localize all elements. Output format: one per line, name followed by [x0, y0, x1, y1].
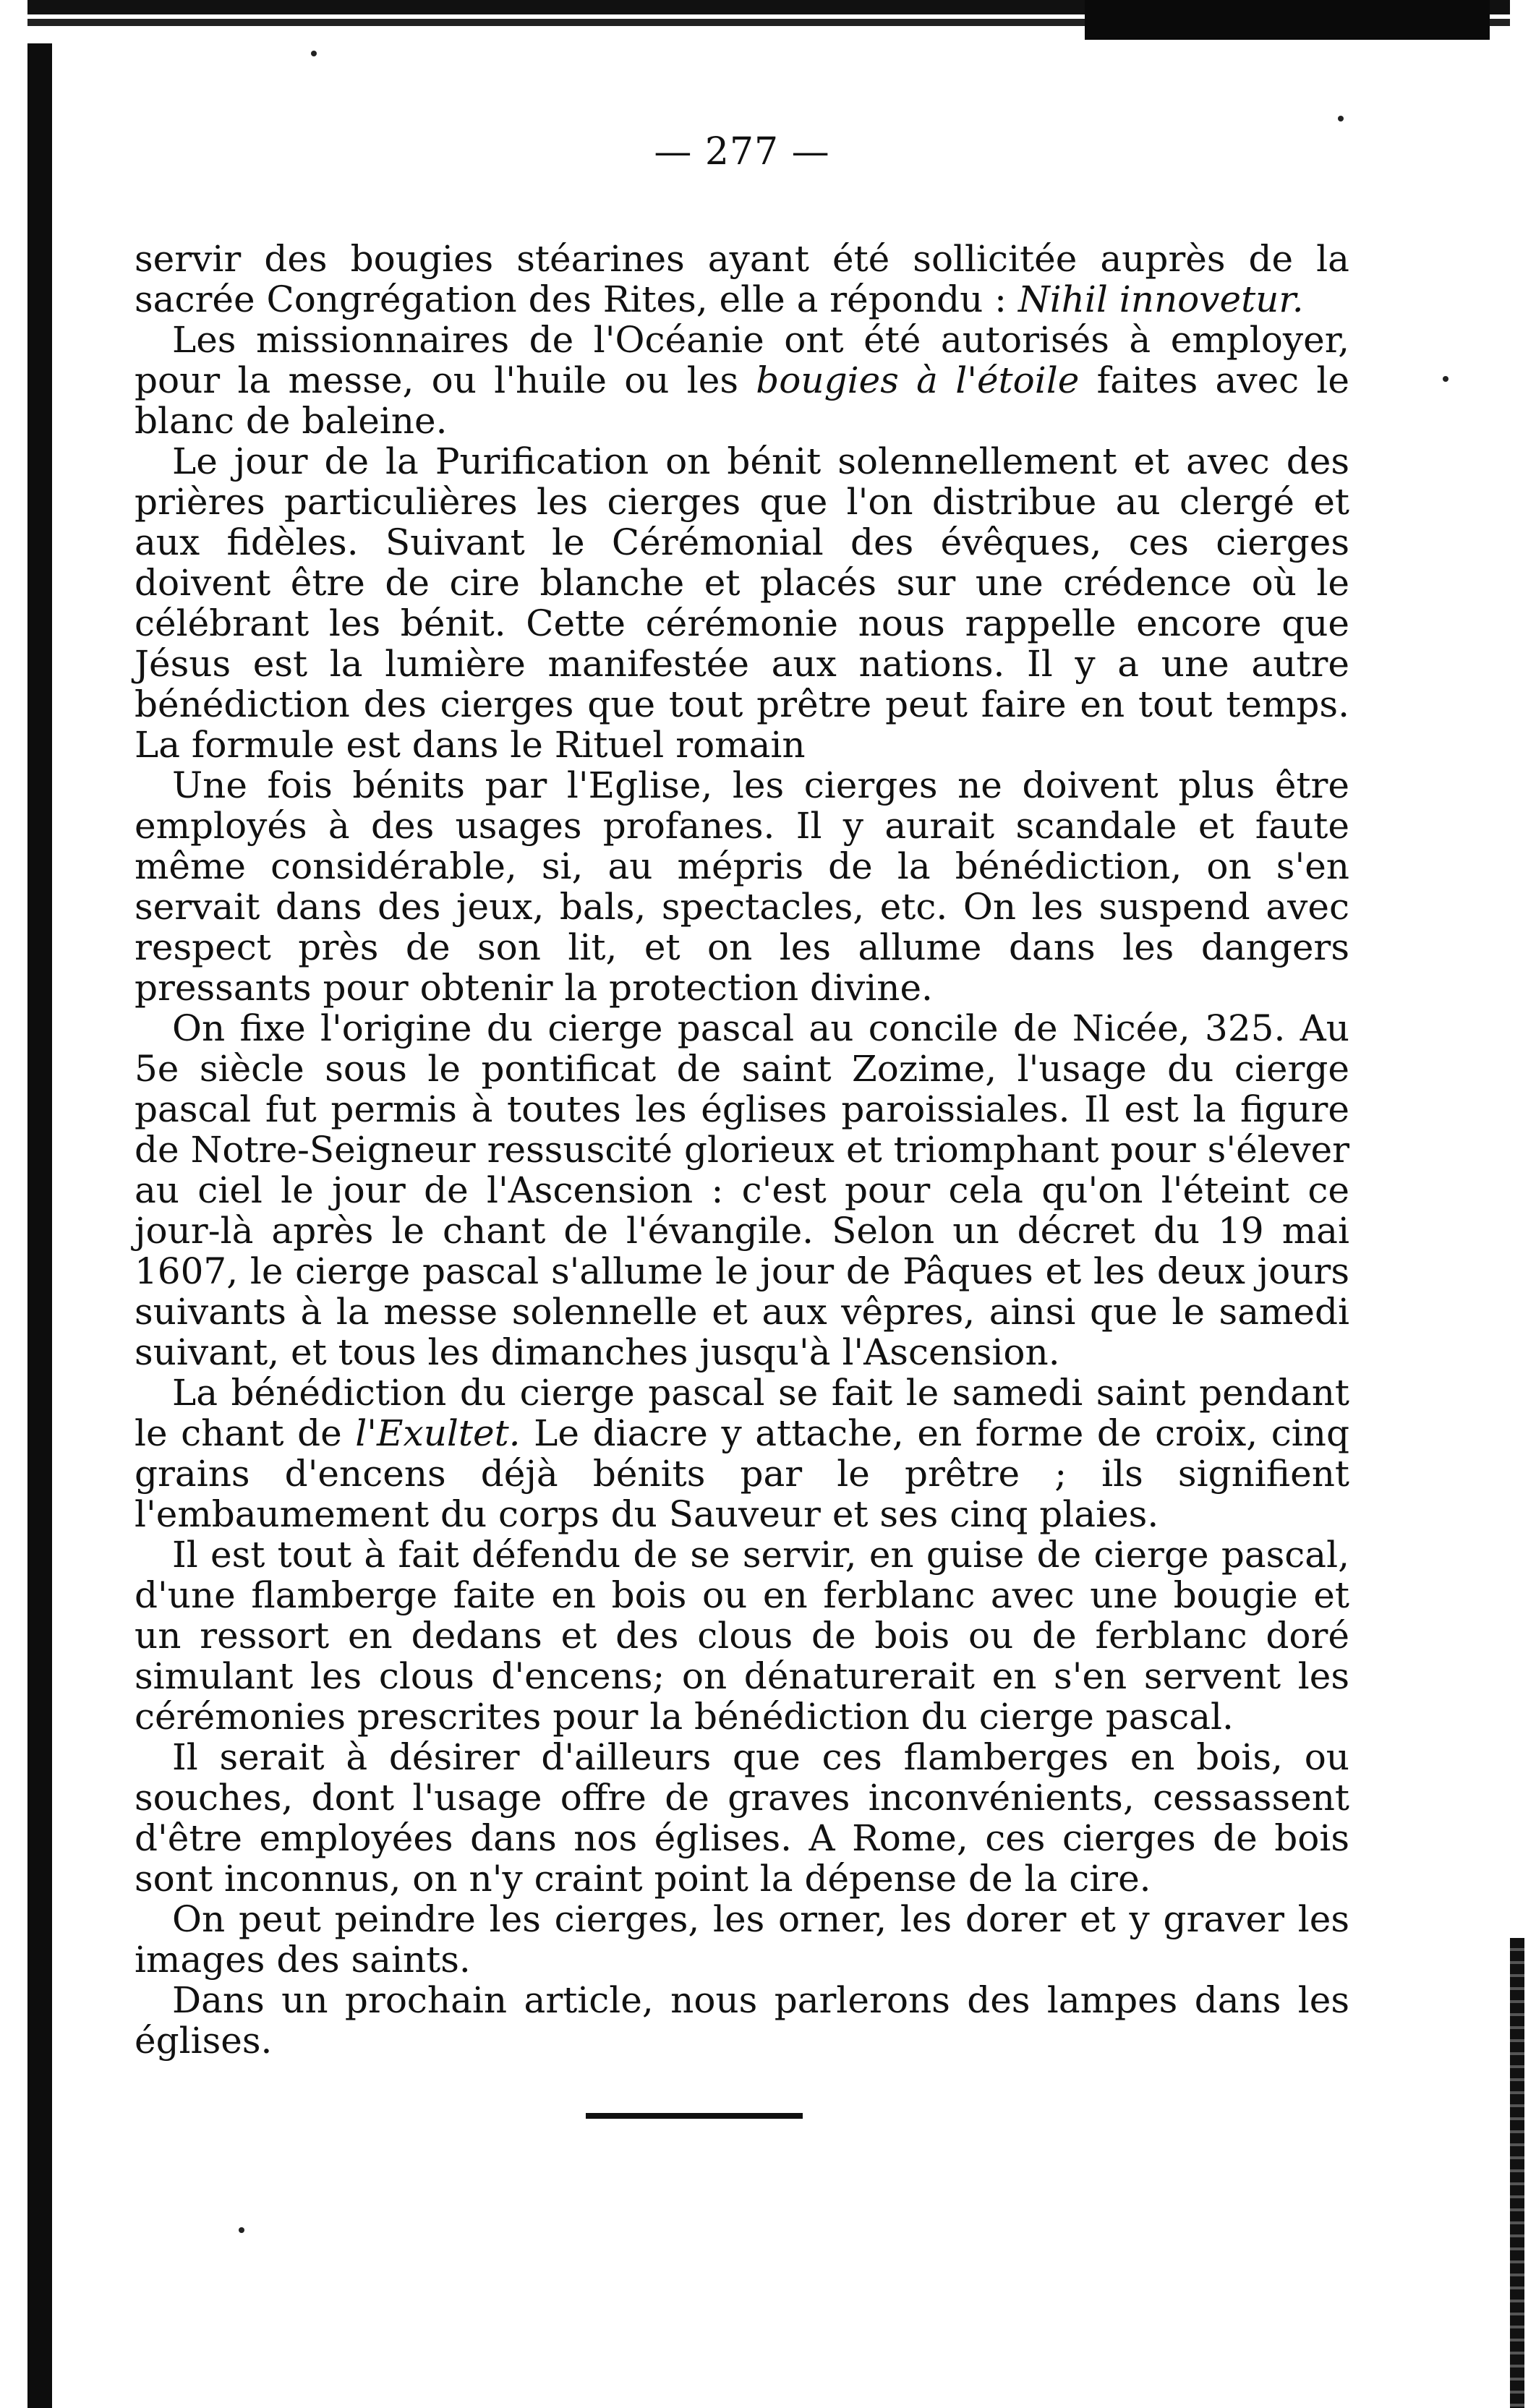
paragraph: On fixe l'origine du cierge pascal au concile de Nicée, 325. Au 5e siècle sous le pontificat de saint Zozime, l'usage du cierge pascal fut permis à toutes les églises paroissiales. Il est la figure de Notre-Seigneur ressuscité glorieux et triomphant pour s'élever au ciel le jour de l'Ascension : c'est pour cela qu'on l'éteint ce jour-là après le chant de l'évangile. Selon un décret du 19 mai 1607, le cierge pascal s'allume le jour de Pâques et les deux jours suivants à la messe solennelle et aux vêpres, ainsi que le samedi suivant, et tous les dimanches jusqu'à l'Ascension. [135, 1007, 1349, 1373]
paragraph: Une fois bénits par l'Eglise, les cierges ne doivent plus être employés à des usages profanes. Il y aurait scandale et faute même considérable, si, au mépris de la bénédiction, on s'en servait dans des jeux, bals, spectacles, etc. On les suspend avec respect près de son lit, et on les allume dans les dangers pressants pour obtenir la protection divine. [135, 764, 1349, 1009]
paragraph-text: Les missionnaires de l'Océanie ont été autorisés à employer, pour la messe, ou l'huile ou les [135, 319, 1349, 401]
paragraph: Le jour de la Purification on bénit solennellement et avec des prières particulières les cierges que l'on distribue au clergé et aux fidèles. Suivant le Cérémonial des évêques, ces cierges doivent être de cire blanche et placés sur une crédence où le célébrant les bénit. Cette cérémonie nous rappelle encore que Jésus est la lumière manifestée aux nations. Il y a une autre bénédiction des cierges que tout prêtre peut faire en tout temps. La formule est dans le Rituel romain [135, 440, 1349, 766]
scan-edge-right [1510, 1938, 1524, 2408]
italic-phrase: bougies à l'étoile [756, 359, 1080, 401]
paragraph-text: servir des bougies stéarines ayant été sollicitée auprès de la sacrée Congrégation des Rites, elle a répondu : [135, 238, 1349, 320]
scan-speck [239, 2227, 244, 2233]
paragraph-text: La bénédiction du cierge pascal se fait le samedi saint pendant le chant de [135, 1372, 1349, 1454]
paragraph [135, 320, 1349, 441]
scan-speck [311, 51, 317, 56]
italic-phrase: l'Exultet. [355, 1412, 521, 1454]
italic-phrase: Nihil innovetur. [1017, 278, 1304, 320]
scan-speck [1443, 376, 1448, 382]
scan-edge-left [27, 0, 52, 2408]
page-number: — 277 — [654, 130, 830, 174]
paragraph: Il est tout à fait défendu de se servir, en guise de cierge pascal, d'une flamberge faite en bois ou en ferblanc avec une bougie et un ressort en dedans et des clous de bois ou de ferblanc doré simulant les clous d'encens; on dénaturerait en s'en servent les cérémonies prescrites pour la bénédiction du cierge pascal. [135, 1534, 1349, 1738]
paragraph: On peut peindre les cierges, les orner, les dorer et y graver les images des saints. [135, 1898, 1349, 1981]
paragraph [135, 1372, 1349, 1534]
paragraph-text: Le diacre y attache, en forme de croix, cinq grains d'encens déjà bénits par le prêtre ; ils signifient l'embaumement du corps du Sauveur et ses cinq plaies. [135, 1412, 1349, 1535]
paragraph: Il serait à désirer d'ailleurs que ces flamberges en bois, ou souches, dont l'usage offre de graves inconvénients, cessassent d'être employées dans nos églises. A Rome, ces cierges de bois sont inconnus, on n'y craint point la dépense de la cire. [135, 1736, 1349, 1900]
document-page [135, 130, 1349, 2061]
section-end-rule [586, 2113, 803, 2119]
paragraph [135, 239, 1349, 320]
paragraph-text: faites avec le blanc de baleine. [135, 359, 1350, 442]
scan-speck [1338, 116, 1344, 121]
paragraph: Dans un prochain article, nous parlerons des lampes dans les églises. [135, 1979, 1349, 2062]
scan-edge-top-right [1085, 0, 1490, 40]
